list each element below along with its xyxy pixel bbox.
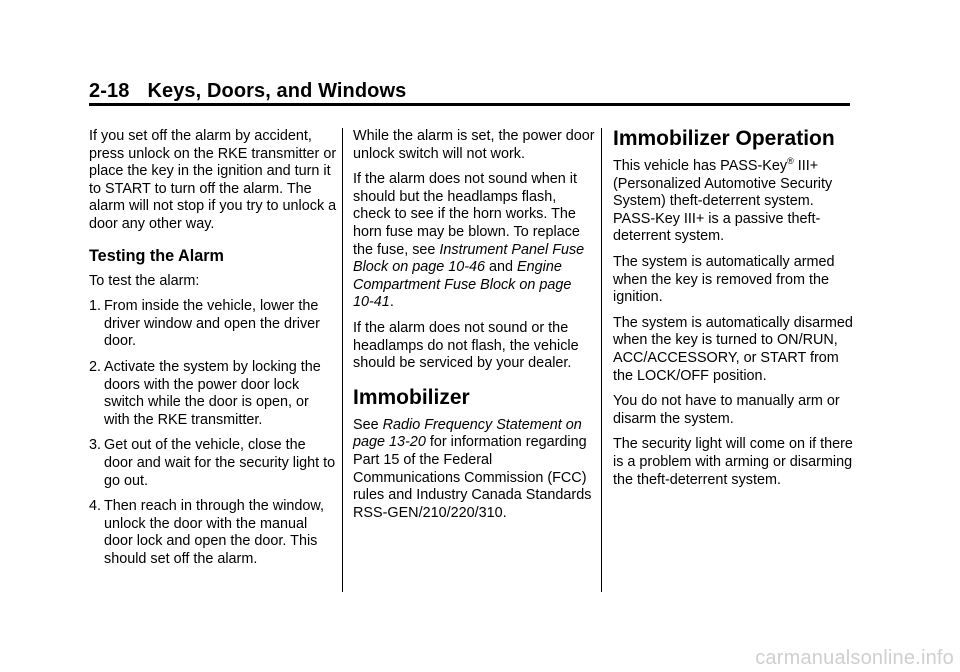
watermark: carmanualsonline.info	[755, 647, 954, 669]
list-item	[89, 437, 337, 490]
step-text: From inside the vehicle, lower the driver window and open the driver door.	[104, 298, 320, 350]
step-text: Then reach in through the window, unlock the door with the manual door lock and open the door. This should set off the alarm.	[104, 498, 324, 567]
engine-fuse-reference-link[interactable]: Engine Compartment Fuse Block on page 10-41	[353, 259, 572, 311]
registered-mark: ®	[787, 156, 794, 167]
column-1	[89, 128, 337, 576]
step-number: 1.	[89, 298, 102, 315]
immobilizer-paragraph	[353, 417, 595, 523]
disarmed-paragraph: The system is automatically disarmed when the key is turned to ON/RUN, ACC/ACCESSORY, or START from the LOCK/OFF position.	[613, 314, 853, 384]
section-title: Keys, Doors, and Windows	[147, 80, 407, 102]
paragraph-text: and	[485, 259, 518, 276]
step-number: 2.	[89, 358, 102, 375]
page-header	[89, 80, 406, 103]
list-item	[89, 359, 337, 429]
headlamps-flash-paragraph	[353, 171, 595, 312]
paragraph-text: If the alarm does not sound when it should but the headlamps flash, check to see if the horn works. The horn fuse may be blown. To replace the fuse, see	[353, 171, 580, 258]
header-rule	[89, 103, 850, 106]
armed-paragraph: The system is automatically armed when the key is removed from the ignition.	[613, 253, 835, 306]
page-number: 2-18	[89, 80, 130, 102]
paragraph-text: .	[389, 294, 394, 311]
paragraph-text: III+ (Personalized Automotive Security System) theft-deterrent system. PASS-Key III+ is a passive theft-deterrent system.	[613, 158, 833, 245]
step-number: 4.	[89, 498, 102, 515]
immobilizer-heading: Immobilizer	[353, 385, 470, 409]
step-text: Activate the system by locking the doors with the power door lock switch while the door is open, or with the RKE transmitter.	[104, 358, 321, 428]
immobilizer-operation-heading: Immobilizer Operation	[613, 127, 835, 150]
testing-intro: To test the alarm:	[89, 272, 200, 289]
column-divider-2	[601, 128, 602, 592]
list-item	[89, 498, 337, 568]
paragraph-text: This vehicle has PASS-Key	[613, 158, 788, 174]
list-item	[89, 298, 337, 351]
fuse-block-reference-link[interactable]: Instrument Panel Fuse Block on page 10-46	[353, 241, 585, 276]
manual-arm-paragraph: You do not have to manually arm or disarm the system.	[613, 393, 840, 427]
paragraph-text: See	[353, 416, 383, 433]
security-light-paragraph: The security light will come on if there is a problem with arming or disarming the theft-deterrent system.	[613, 436, 853, 488]
column-2	[353, 128, 595, 530]
power-unlock-paragraph: While the alarm is set, the power door unlock switch will not work.	[353, 128, 595, 162]
step-number: 3.	[89, 437, 102, 454]
testing-alarm-heading: Testing the Alarm	[89, 246, 224, 265]
radio-statement-reference-link[interactable]: Radio Frequency Statement on page 13-20	[353, 416, 582, 451]
pass-key-paragraph	[613, 158, 855, 246]
column-divider-1	[342, 128, 343, 592]
service-dealer-paragraph: If the alarm does not sound or the headlamps do not flash, the vehicle should be serviced by your dealer.	[353, 319, 579, 372]
alarm-accident-paragraph: If you set off the alarm by accident, press unlock on the RKE transmitter or place the key in the ignition and turn it to START to turn off the alarm. The alarm will not stop if you try to unlock a door any other way.	[89, 128, 337, 232]
step-text: Get out of the vehicle, close the door and wait for the security light to go out.	[104, 437, 336, 489]
column-3	[613, 126, 855, 497]
paragraph-text: for information regarding Part 15 of the Federal Communications Commission (FCC) rules and Industry Canada Standards RSS-GEN/210/220/310.	[353, 434, 592, 521]
